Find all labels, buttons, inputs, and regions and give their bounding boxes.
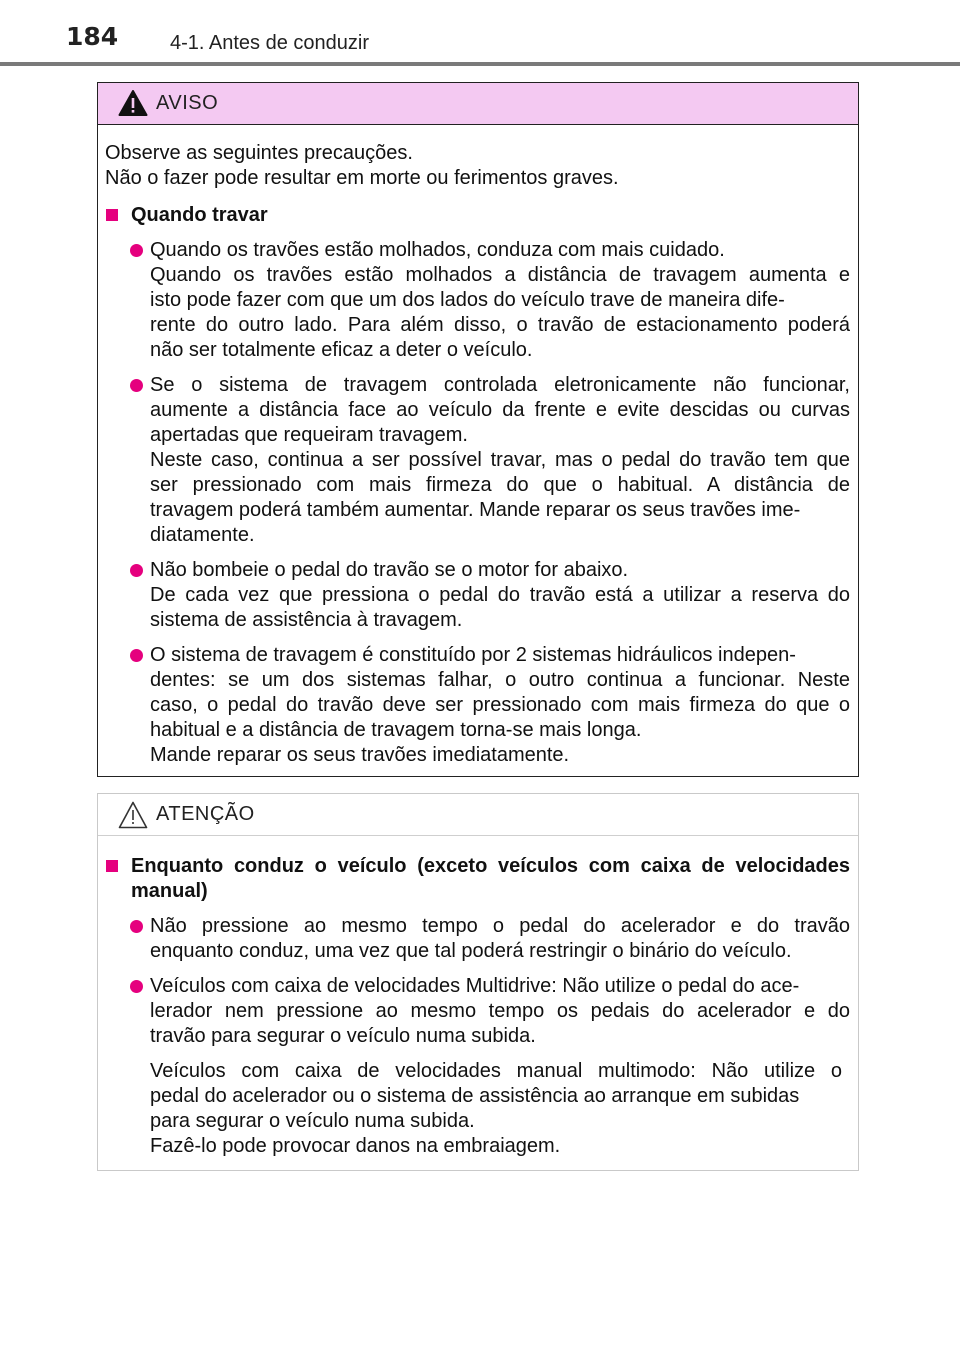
- caution-heading-line: manual): [131, 880, 208, 902]
- item-line: pedal do acelerador ou o sistema de assistência ao arranque em subidas: [150, 1085, 800, 1107]
- item-line: Fazê-lo pode provocar danos na embraiagem.: [150, 1135, 561, 1157]
- page-header: [0, 0, 960, 70]
- item-line: enquanto conduz, uma vez que tal poderá restringir o binário do veículo.: [150, 940, 792, 962]
- item-line: lerador nem pressione ao mesmo tempo os pedais do acelerador e do: [150, 1000, 850, 1022]
- item-line: diatamente.: [150, 524, 255, 546]
- item-line: rente do outro lado. Para além disso, o travão de estacionamento poderá: [150, 314, 850, 336]
- item-line: apertadas que requeiram travagem.: [150, 424, 468, 446]
- item-line: travagem poderá também aumentar. Mande reparar os seus travões ime-: [150, 499, 801, 521]
- item-line: Quando os travões estão molhados, conduza com mais cuidado.: [150, 239, 725, 261]
- warning-item: [105, 558, 850, 633]
- item-line: dentes: se um dos sistemas falhar, o outro continua a funcionar. Neste: [150, 669, 850, 691]
- caution-label: ATENÇÃO: [156, 803, 255, 825]
- round-bullet-icon: [130, 244, 143, 257]
- caution-item: [105, 974, 850, 1049]
- warning-heading: [105, 203, 850, 228]
- caution-heading: [105, 854, 850, 904]
- warning-intro-line: Observe as seguintes precauções.: [105, 142, 413, 164]
- item-line: Se o sistema de travagem controlada eletronicamente não funcionar,: [150, 374, 850, 396]
- item-line: Veículos com caixa de velocidades manual multimodo: Não utilize o: [150, 1060, 842, 1082]
- caution-extra-paragraph: [105, 1059, 850, 1159]
- caution-triangle-icon: [118, 800, 148, 830]
- square-bullet-icon: [106, 209, 118, 221]
- warning-header: [98, 83, 858, 125]
- warning-label: AVISO: [156, 92, 219, 114]
- round-bullet-icon: [130, 379, 143, 392]
- item-line: habitual e a distância de travagem torna-se mais longa.: [150, 719, 642, 741]
- page-number: 184: [66, 22, 119, 51]
- caution-item: [105, 914, 850, 964]
- item-line: Neste caso, continua a ser possível travar, mas o pedal do travão tem que: [150, 449, 850, 471]
- caution-heading-line: Enquanto conduz o veículo (exceto veículos com caixa de velocidades: [131, 855, 850, 877]
- caution-box: [97, 793, 859, 1171]
- item-line: isto pode fazer com que um dos lados do veículo trave de maneira dife-: [150, 289, 785, 311]
- header-rule: [0, 62, 960, 66]
- item-line: não ser totalmente eficaz a deter o veículo.: [150, 339, 533, 361]
- warning-item: [105, 373, 850, 548]
- square-bullet-icon: [106, 860, 118, 872]
- round-bullet-icon: [130, 980, 143, 993]
- warning-heading-text: Quando travar: [131, 204, 268, 226]
- item-line: Mande reparar os seus travões imediatamente.: [150, 744, 570, 766]
- warning-intro-line: Não o fazer pode resultar em morte ou ferimentos graves.: [105, 167, 619, 189]
- item-line: O sistema de travagem é constituído por 2 sistemas hidráulicos indepen-: [150, 644, 796, 666]
- caution-body: [98, 836, 858, 1159]
- item-line: sistema de assistência à travagem.: [150, 609, 463, 631]
- item-line: Não bombeie o pedal do travão se o motor for abaixo.: [150, 559, 629, 581]
- item-line: Veículos com caixa de velocidades Multidrive: Não utilize o pedal do ace-: [150, 975, 800, 997]
- caution-header: [98, 794, 858, 836]
- warning-box: [97, 82, 859, 777]
- item-line: De cada vez que pressiona o pedal do travão está a utilizar a reserva do: [150, 584, 850, 606]
- item-line: ser pressionado com mais firmeza do que o habitual. A distância de: [150, 474, 850, 496]
- item-line: caso, o pedal do travão deve ser pressionado com mais firmeza do que o: [150, 694, 850, 716]
- round-bullet-icon: [130, 649, 143, 662]
- item-line: Não pressione ao mesmo tempo o pedal do acelerador e do travão: [150, 915, 850, 937]
- warning-item: [105, 643, 850, 768]
- item-line: aumente a distância face ao veículo da frente e evite descidas ou curvas: [150, 399, 850, 421]
- item-line: para segurar o veículo numa subida.: [150, 1110, 475, 1132]
- warning-item: [105, 238, 850, 363]
- warning-body: [98, 125, 858, 768]
- item-line: Quando os travões estão molhados a distância de travagem aumenta e: [150, 264, 850, 286]
- section-title: 4-1. Antes de conduzir: [170, 32, 370, 54]
- item-line: travão para segurar o veículo numa subida.: [150, 1025, 536, 1047]
- warning-triangle-icon: [118, 89, 148, 117]
- round-bullet-icon: [130, 920, 143, 933]
- round-bullet-icon: [130, 564, 143, 577]
